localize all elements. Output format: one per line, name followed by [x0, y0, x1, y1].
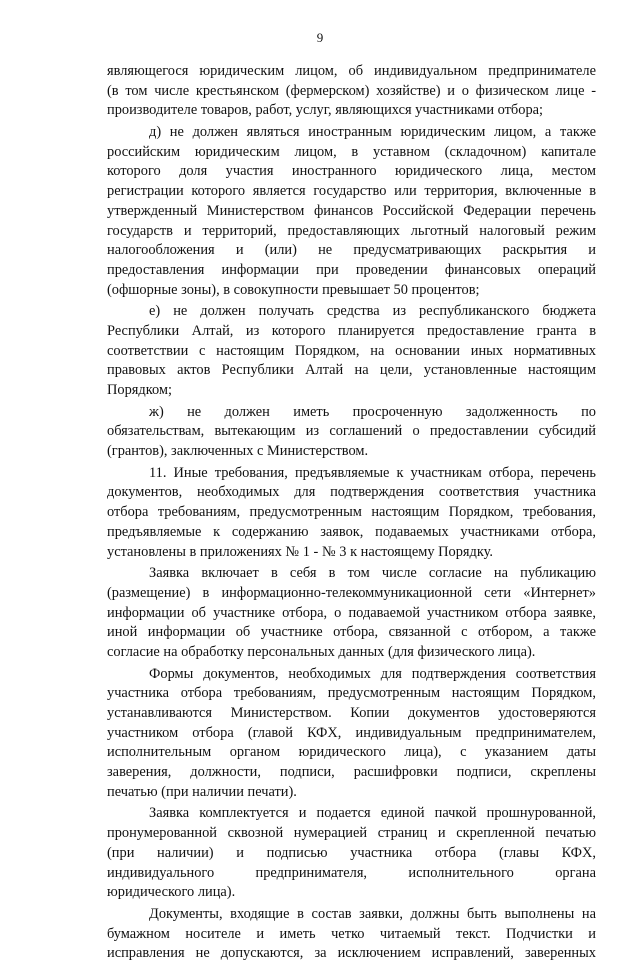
text-line: (в том числе крестьянском (фермерском) хозяйстве) и о физическом лице - [107, 82, 596, 99]
paragraph [107, 564, 596, 662]
text-line: производителе товаров, работ, услуг, являющихся участниками отбора; [107, 102, 544, 119]
text-line: печатью (при наличии печати). [107, 783, 297, 800]
text-line: информации об участнике отбора, о подаваемой участником отбора заявке, [107, 604, 596, 621]
text-line: участником отбора (главой КФХ, индивидуальным предпринимателем, [107, 724, 596, 741]
text-line: пронумерованной сквозной нумерацией страниц и скрепленной печатью [107, 825, 596, 842]
text-line: индивидуального предпринимателя, исполнительного органа [107, 864, 596, 881]
document-body [107, 62, 596, 964]
paragraph [107, 62, 596, 121]
text-line: участника отбора требованиям, предусмотренным настоящим Порядком, [107, 685, 596, 702]
text-line: бумажном носителе и иметь четко читаемый текст. Подчистки и [107, 925, 596, 942]
paragraph [107, 905, 596, 964]
text-line: установлены в приложениях № 1 - № 3 к настоящему Порядку. [107, 543, 494, 560]
text-line: (офшорные зоны), в совокупности превышает 50 процентов; [107, 281, 480, 298]
text-line: российским юридическим лицом, в уставном (складочном) капитале [107, 143, 596, 160]
paragraph [107, 123, 596, 300]
text-line: заверения, должности, подписи, расшифровки подписи, скреплены [107, 764, 596, 781]
text-line: Республики Алтай, из которого планируется предоставление гранта в [107, 322, 596, 339]
text-line: обязательствам, вытекающим из соглашений о предоставлении субсидий [107, 423, 596, 440]
paragraph [107, 302, 596, 400]
text-line: налогообложения и (или) не предусматривающих раскрытия и [107, 242, 596, 259]
paragraph [107, 665, 596, 803]
text-line: Заявка включает в себя в том числе согласие на публикацию [149, 565, 596, 582]
text-line: юридического лица). [107, 884, 236, 901]
text-line: д) не должен являться иностранным юридическим лицом, а также [149, 124, 596, 141]
text-line: Заявка комплектуется и подается единой пачкой прошнурованной, [149, 805, 596, 822]
text-line: отбора требованиям, предусмотренным настоящим Порядком, требования, [107, 504, 596, 521]
page-number: 9 [316, 30, 324, 45]
paragraph [107, 464, 596, 562]
text-line: правовых актов Республики Алтай на цели, установленные настоящим [107, 362, 596, 379]
text-line: Документы, входящие в состав заявки, должны быть выполнены на [149, 905, 596, 922]
paragraph [107, 403, 596, 462]
text-line: (размещение) в информационно-телекоммуникационной сети «Интернет» [107, 584, 596, 601]
text-line: государств и территорий, предоставляющих льготный налоговый режим [107, 222, 596, 239]
text-line: е) не должен получать средства из республиканского бюджета [149, 303, 596, 320]
text-line: иной информации об участнике отбора, связанной с отбором, а также [107, 624, 596, 641]
text-line: предоставления информации при проведении финансовых операций [107, 261, 596, 278]
text-line: исправления не допускаются, за исключением исправлений, заверенных [107, 945, 596, 962]
text-line: документов, необходимых для подтверждения соответствия участника [107, 484, 596, 501]
text-line: (при наличии) и подписью участника отбора (главы КФХ, [107, 844, 596, 861]
text-line: утвержденный Министерством финансов Российской Федерации перечень [107, 202, 596, 219]
text-line: исполнительным органом юридического лица), с указанием даты [107, 744, 596, 761]
text-line: устанавливаются Министерством. Копии документов удостоверяются [107, 705, 596, 721]
text-line: (грантов), заключенных с Министерством. [107, 443, 369, 460]
text-line: ж) не должен иметь просроченную задолженность по [149, 403, 596, 420]
text-line: согласие на обработку персональных данных (для физического лица). [107, 643, 536, 660]
text-line: регистрации которого является государство или территория, включенные в [107, 183, 596, 200]
text-line: соответствии с настоящим Порядком, на основании иных нормативных [107, 342, 596, 359]
text-line: предъявляемые к содержанию заявок, подаваемых участниками отбора, [107, 523, 596, 540]
paragraph [107, 804, 596, 902]
text-line: 11. Иные требования, предъявляемые к участникам отбора, перечень [149, 464, 596, 481]
text-line: Формы документов, необходимых для подтверждения соответствия [149, 665, 596, 682]
text-line: Порядком; [107, 382, 173, 398]
text-line: являющегося юридическим лицом, об индивидуальном предпринимателе [107, 63, 596, 79]
text-line: которого доля участия иностранного юридического лица, местом [107, 163, 596, 180]
